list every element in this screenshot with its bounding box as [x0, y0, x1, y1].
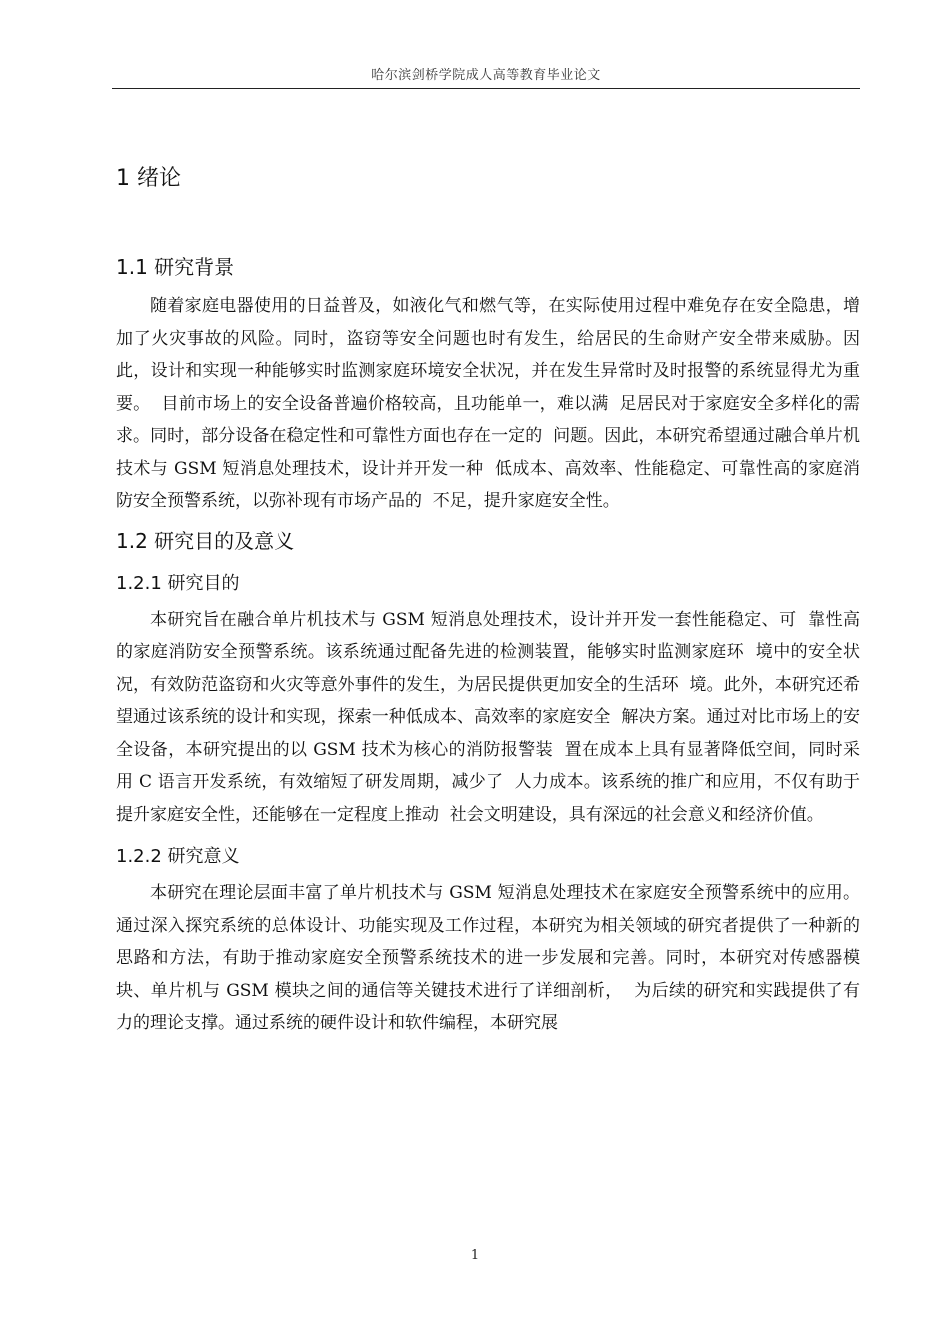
subsection-title-1-2-1: 1.2.1 研究目的: [116, 572, 240, 594]
header-divider: [112, 88, 860, 89]
subsection-title-1-2-2: 1.2.2 研究意义: [116, 846, 240, 867]
chapter-title: 1 绪论: [116, 166, 181, 191]
section-title-1-1: 1.1 研究背景: [116, 255, 235, 279]
page-number: 1: [470, 1248, 480, 1263]
page-body: [116, 160, 860, 1046]
subsection-body-1-2-2: 本研究在理论层面丰富了单片机技术与 GSM 短消息处理技术在家庭安全预警系统中的应用。通过深入探究系统的总体设计、功能实现及工作过程，本研究为相关领域的研究者提供了一种新的思路和方法，有助于推动家庭安全预警系统技术的进一步发展和完善。同时，本研究对传感器模块、单片机与 GSM 模块之间的通信等关键技术进行了详细剖析， 为后续的研究和实践提供了有力的理论支撑。通过系统的硬件设计和软件编程，本研究展: [116, 883, 860, 1033]
running-header: 哈尔滨剑桥学院成人高等教育毕业论文: [371, 68, 601, 83]
section-body-1-1: 随着家庭电器使用的日益普及，如液化气和燃气等，在实际使用过程中难免存在安全隐患，增加了火灾事故的风险。同时，盗窃等安全问题也时有发生，给居民的生命财产安全带来威胁。因此，设计和实现一种能够实时监测家庭环境安全状况，并在发生异常时及时报警的系统显得尤为重要。 目前市场上的安全设备普遍价格较高，且功能单一，难以满 足居民对于家庭安全多样化的需求。同时，部分设备在稳定性和可靠性方面也存在一定的 问题。因此，本研究希望通过融合单片机技术与 GSM 短消息处理技术，设计并开发一种 低成本、高效率、性能稳定、可靠性高的家庭消防安全预警系统，以弥补现有市场产品的 不足，提升家庭安全性。: [116, 296, 860, 511]
subsection-body-1-2-1: 本研究旨在融合单片机技术与 GSM 短消息处理技术，设计并开发一套性能稳定、可 靠性高的家庭消防安全预警系统。该系统通过配备先进的检测装置，能够实时监测家庭环 境中的安全状况，有效防范盗窃和火灾等意外事件的发生，为居民提供更加安全的生活环 境。此外，本研究还希望通过该系统的设计和实现，探索一种低成本、高效率的家庭安全 解决方案。通过对比市场上的安全设备，本研究提出的以 GSM 技术为核心的消防报警装 置在成本上具有显著降低空间，同时采用 C 语言开发系统，有效缩短了研发周期，减少了 人力成本。该系统的推广和应用，不仅有助于提升家庭安全性，还能够在一定程度上推动 社会文明建设，具有深远的社会意义和经济价值。: [116, 609, 860, 825]
section-title-1-2: 1.2 研究目的及意义: [116, 528, 295, 553]
